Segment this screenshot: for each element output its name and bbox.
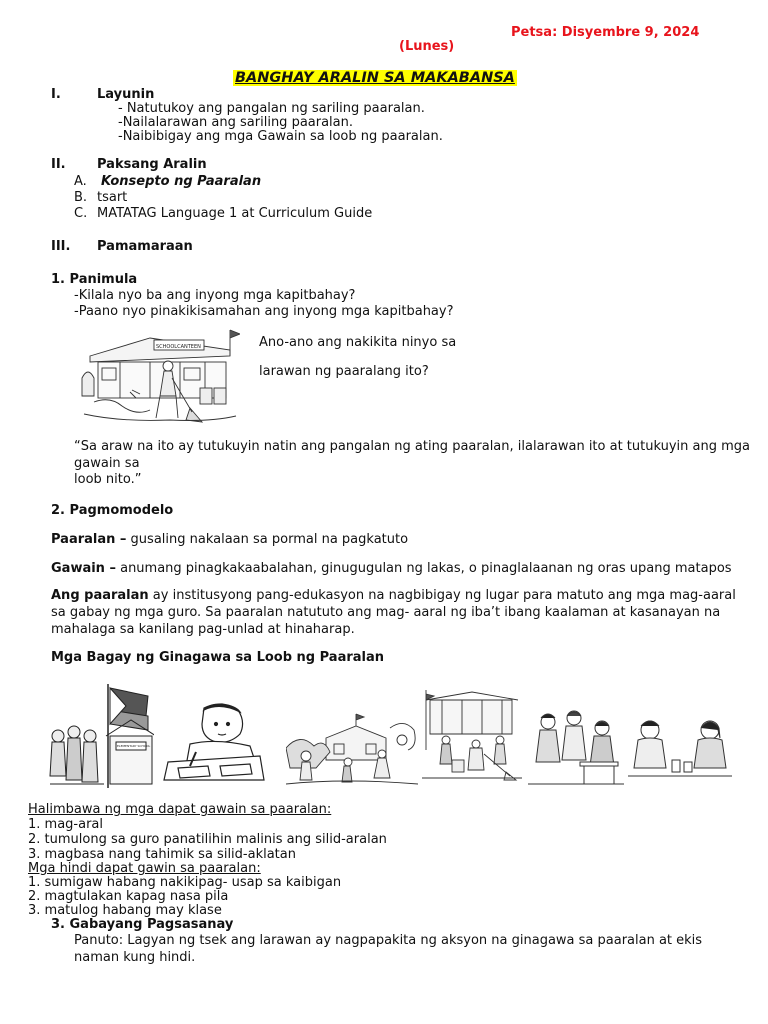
topic-item: MATATAG Language 1 at Curriculum Guide (97, 206, 373, 221)
dont-list-item: 1. sumigaw habang nakikipag- usap sa kaibigan (28, 875, 342, 890)
dont-list-item: 2. magtulakan kapag nasa pila (28, 889, 229, 904)
children-drinking-illustration (628, 712, 732, 788)
section-3-number: III. (51, 239, 71, 254)
do-list-heading: Halimbawa ng mga dapat gawain sa paaralan: (28, 802, 332, 817)
topic-letter: B. (74, 190, 88, 205)
paragraph-text: ay institusyong pang-edukasyon na nagbibigay ng lugar para matuto ang mga mag-aaral sa gabay ng mga guro. Sa paaralan natututo ang mag- aaral ng iba’t ibang kaalaman at kasanayan na mahalaga sa kanilang pag-unlad at hinaharap. (51, 588, 736, 637)
playground-illustration (286, 708, 418, 788)
students-talking-illustration (528, 706, 624, 786)
definition-text: gusaling nakalaan sa pormal na pagkatuto (126, 532, 409, 547)
activities-heading: Mga Bagay ng Ginagawa sa Loob ng Paaralan (51, 650, 385, 665)
intro-quote-end: loob nito.” (74, 472, 142, 487)
day-label: (Lunes) (399, 39, 455, 54)
gabayan-heading: 3. Gabayang Pagsasanay (51, 917, 234, 932)
definition-term: Paaralan – (51, 532, 127, 547)
do-list-item: 2. tumulong sa guro panatilihin malinis ang silid-aralan (28, 832, 387, 847)
section-2-heading: Paksang Aralin (97, 157, 207, 172)
topic-letter: A. (74, 174, 87, 189)
definition-gawain (51, 561, 732, 576)
flag-school-sign-text: ELEMENTARY SCHOOL (117, 744, 151, 748)
image-question-line2: larawan ng paaralang ito? (259, 364, 429, 379)
objective-item: -Nailalarawan ang sariling paaralan. (118, 115, 354, 130)
flag-ceremony-illustration (48, 680, 154, 790)
dont-list-heading: Mga hindi dapat gawin sa paaralan: (28, 861, 261, 876)
panimula-heading: 1. Panimula (51, 272, 138, 287)
section-1-heading: Layunin (97, 87, 155, 102)
child-writing-illustration (160, 700, 270, 782)
definition-paaralan (51, 532, 408, 547)
section-3-heading: Pamamaraan (97, 239, 193, 254)
definition-text: anumang pinagkakaabalahan, ginugugulan ng lakas, o pinaglalaanan ng oras upang matapos (115, 561, 732, 576)
school-cleaning-illustration (80, 326, 240, 426)
objective-item: -Naibibigay ang mga Gawain sa loob ng paaralan. (118, 129, 443, 144)
topic-item: tsart (97, 190, 128, 205)
section-2-number: II. (51, 157, 66, 172)
topic-letter: C. (74, 206, 88, 221)
cleaning-school-illustration (422, 690, 522, 782)
paragraph-term: Ang paaralan (51, 588, 149, 603)
definition-term: Gawain – (51, 561, 116, 576)
dont-list-item: 3. matulog habang may klase (28, 903, 222, 918)
section-1-number: I. (51, 87, 61, 102)
image-question-line1: Ano-ano ang nakikita ninyo sa (259, 335, 457, 350)
page-title: BANGHAY ARALIN SA MAKABANSA (235, 70, 515, 86)
topic-item: Konsepto ng Paaralan (101, 174, 262, 189)
panimula-question: -Paano nyo pinakikisamahan ang inyong mga kapitbahay? (74, 304, 454, 319)
pagmomodelo-heading: 2. Pagmomodelo (51, 503, 174, 518)
canteen-sign-text: SCHOOLCANTEEN (156, 344, 201, 350)
gabayan-instruction: Panuto: Lagyan ng tsek ang larawan ay nagpapakita ng aksyon na ginagawa sa paaralan at ekis naman kung hindi. (74, 933, 703, 965)
do-list-item: 1. mag-aral (28, 817, 103, 832)
panimula-question: -Kilala nyo ba ang inyong mga kapitbahay? (74, 288, 356, 303)
do-list-item: 3. magbasa nang tahimik sa silid-aklatan (28, 847, 296, 862)
date-label: Petsa: Disyembre 9, 2024 (511, 25, 700, 40)
intro-quote: “Sa araw na ito ay tutukuyin natin ang pangalan ng ating paaralan, ilalarawan ito at tutukuyin ang mga gawain sa (74, 439, 750, 471)
paaralan-paragraph (51, 587, 741, 638)
objective-item: - Natutukoy ang pangalan ng sariling paaralan. (118, 101, 425, 116)
